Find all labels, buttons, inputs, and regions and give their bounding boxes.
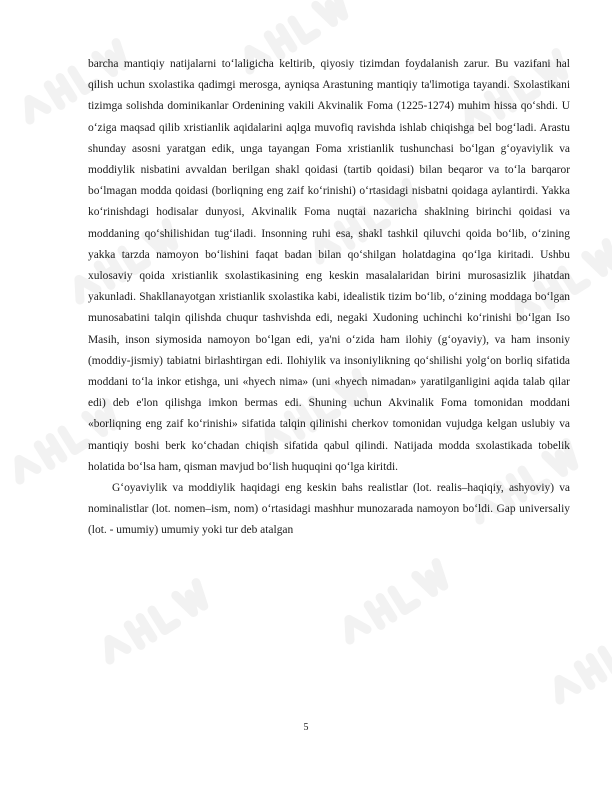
paragraph-1: barcha mantiqiy natijalarni to‘laligicha keltirib, qiyosiy tizimdan foydalanish zarur. Bu vazifani hal qilish uchun sxolastika qadimgi merosga, ayniqsa Arastuning mantiqiy ta'limotiga tayandi. Sxolastikani tizimga solishda dominikanlar Ordenining vakili Akvinalik Foma (1225-1274) muhim hissa qo‘shdi. U o‘ziga maqsad qilib xristianlik aqidalarini aqlga muvofiq ravishda ishlab chiqishga bel bog‘ladi. Arastu shunday asosni yaratgan edik, unga tayangan Foma xristianlik tushunchasi bo‘lgan g‘oyaviylik va moddiylik nisbatini avvaldan berilgan shakl qoidasi (tartib qoidasi) bilan beqaror va to‘la barqaror bo‘lmagan modda qoidasi (borliqning eng zaif ko‘rinishi) o‘rtasidagi nisbatni qoidaga aylantirdi. Yakka ko‘rinishdagi hodisalar dunyosi, Akvinalik Foma nuqtai nazaricha shaklning birinchi qoidasi va moddaning qo‘shilishidan tug‘iladi. Insonning ruhi esa, shakl tashkil qiluvchi qoida bo‘lib, o‘zining yakka tarzda namoyon bo‘lishini faqat badan bilan qo‘shilgan holatdagina qo‘lga kiritadi. Ushbu xulosaviy qoida xristianlik sxolastikasining eng keskin masalalaridan birini murosasizlik jihatdan yakunladi. Shakllanayotgan xristianlik sxolastika kabi, idealistik tizim bo‘lib, o‘zining moddaga bo‘lgan munosabatini talqin qilishda chuqur tashvishda edi, negaki Xudoning uchinchi ko‘rinishi bo‘lgan Iso Masih, inson siymosida namoyon bo‘lgan edi, ya'ni o‘zida ham ilohiy (g‘oyaviy), va ham insoniy (moddiy-jismiy) tabiatni birlashtirgan edi. Ilohiylik va insoniylikning qo‘shilishi yolg‘on borliq sifatida moddani to‘la inkor etishga, uni «hyech nima» (uni «hyech nimadan» yaratilganligini aqida talab qilar edi) deb e'lon qilishga imkon bermas edi. Shuning uchun Akvinalik Foma tomonidan moddani «borliqning eng zaif ko‘rinishi» sifatida talqin qilinishi cherkov tomonidan vujudga kelgan uslubiy va mantiqiy boshi berk ko‘chadan chiqish sifatida qabul qilindi. Natijada modda sxolastikada tobelik holatida bo‘lsa ham, qisman mavjud bo‘lish huquqini qo‘lga kiritdi. [88,58,570,473]
watermark-mark [339,563,448,644]
watermark-mark [549,623,612,704]
page-number: 5 [303,722,309,733]
paragraph-2: G‘oyaviylik va moddiylik haqidagi eng keskin bahs realistlar (lot. realis–haqiqiy, ashyoviy) va nominalistlar (lot. nomen–ism, nom) o‘rtasidagi mashhur munozarada namoyon bo‘ldi. Gap universaliy (lot. - umumiy) umumiy yoki tur deb atalgan [88,482,570,537]
body-text [88,54,570,542]
watermark-mark [99,583,208,664]
